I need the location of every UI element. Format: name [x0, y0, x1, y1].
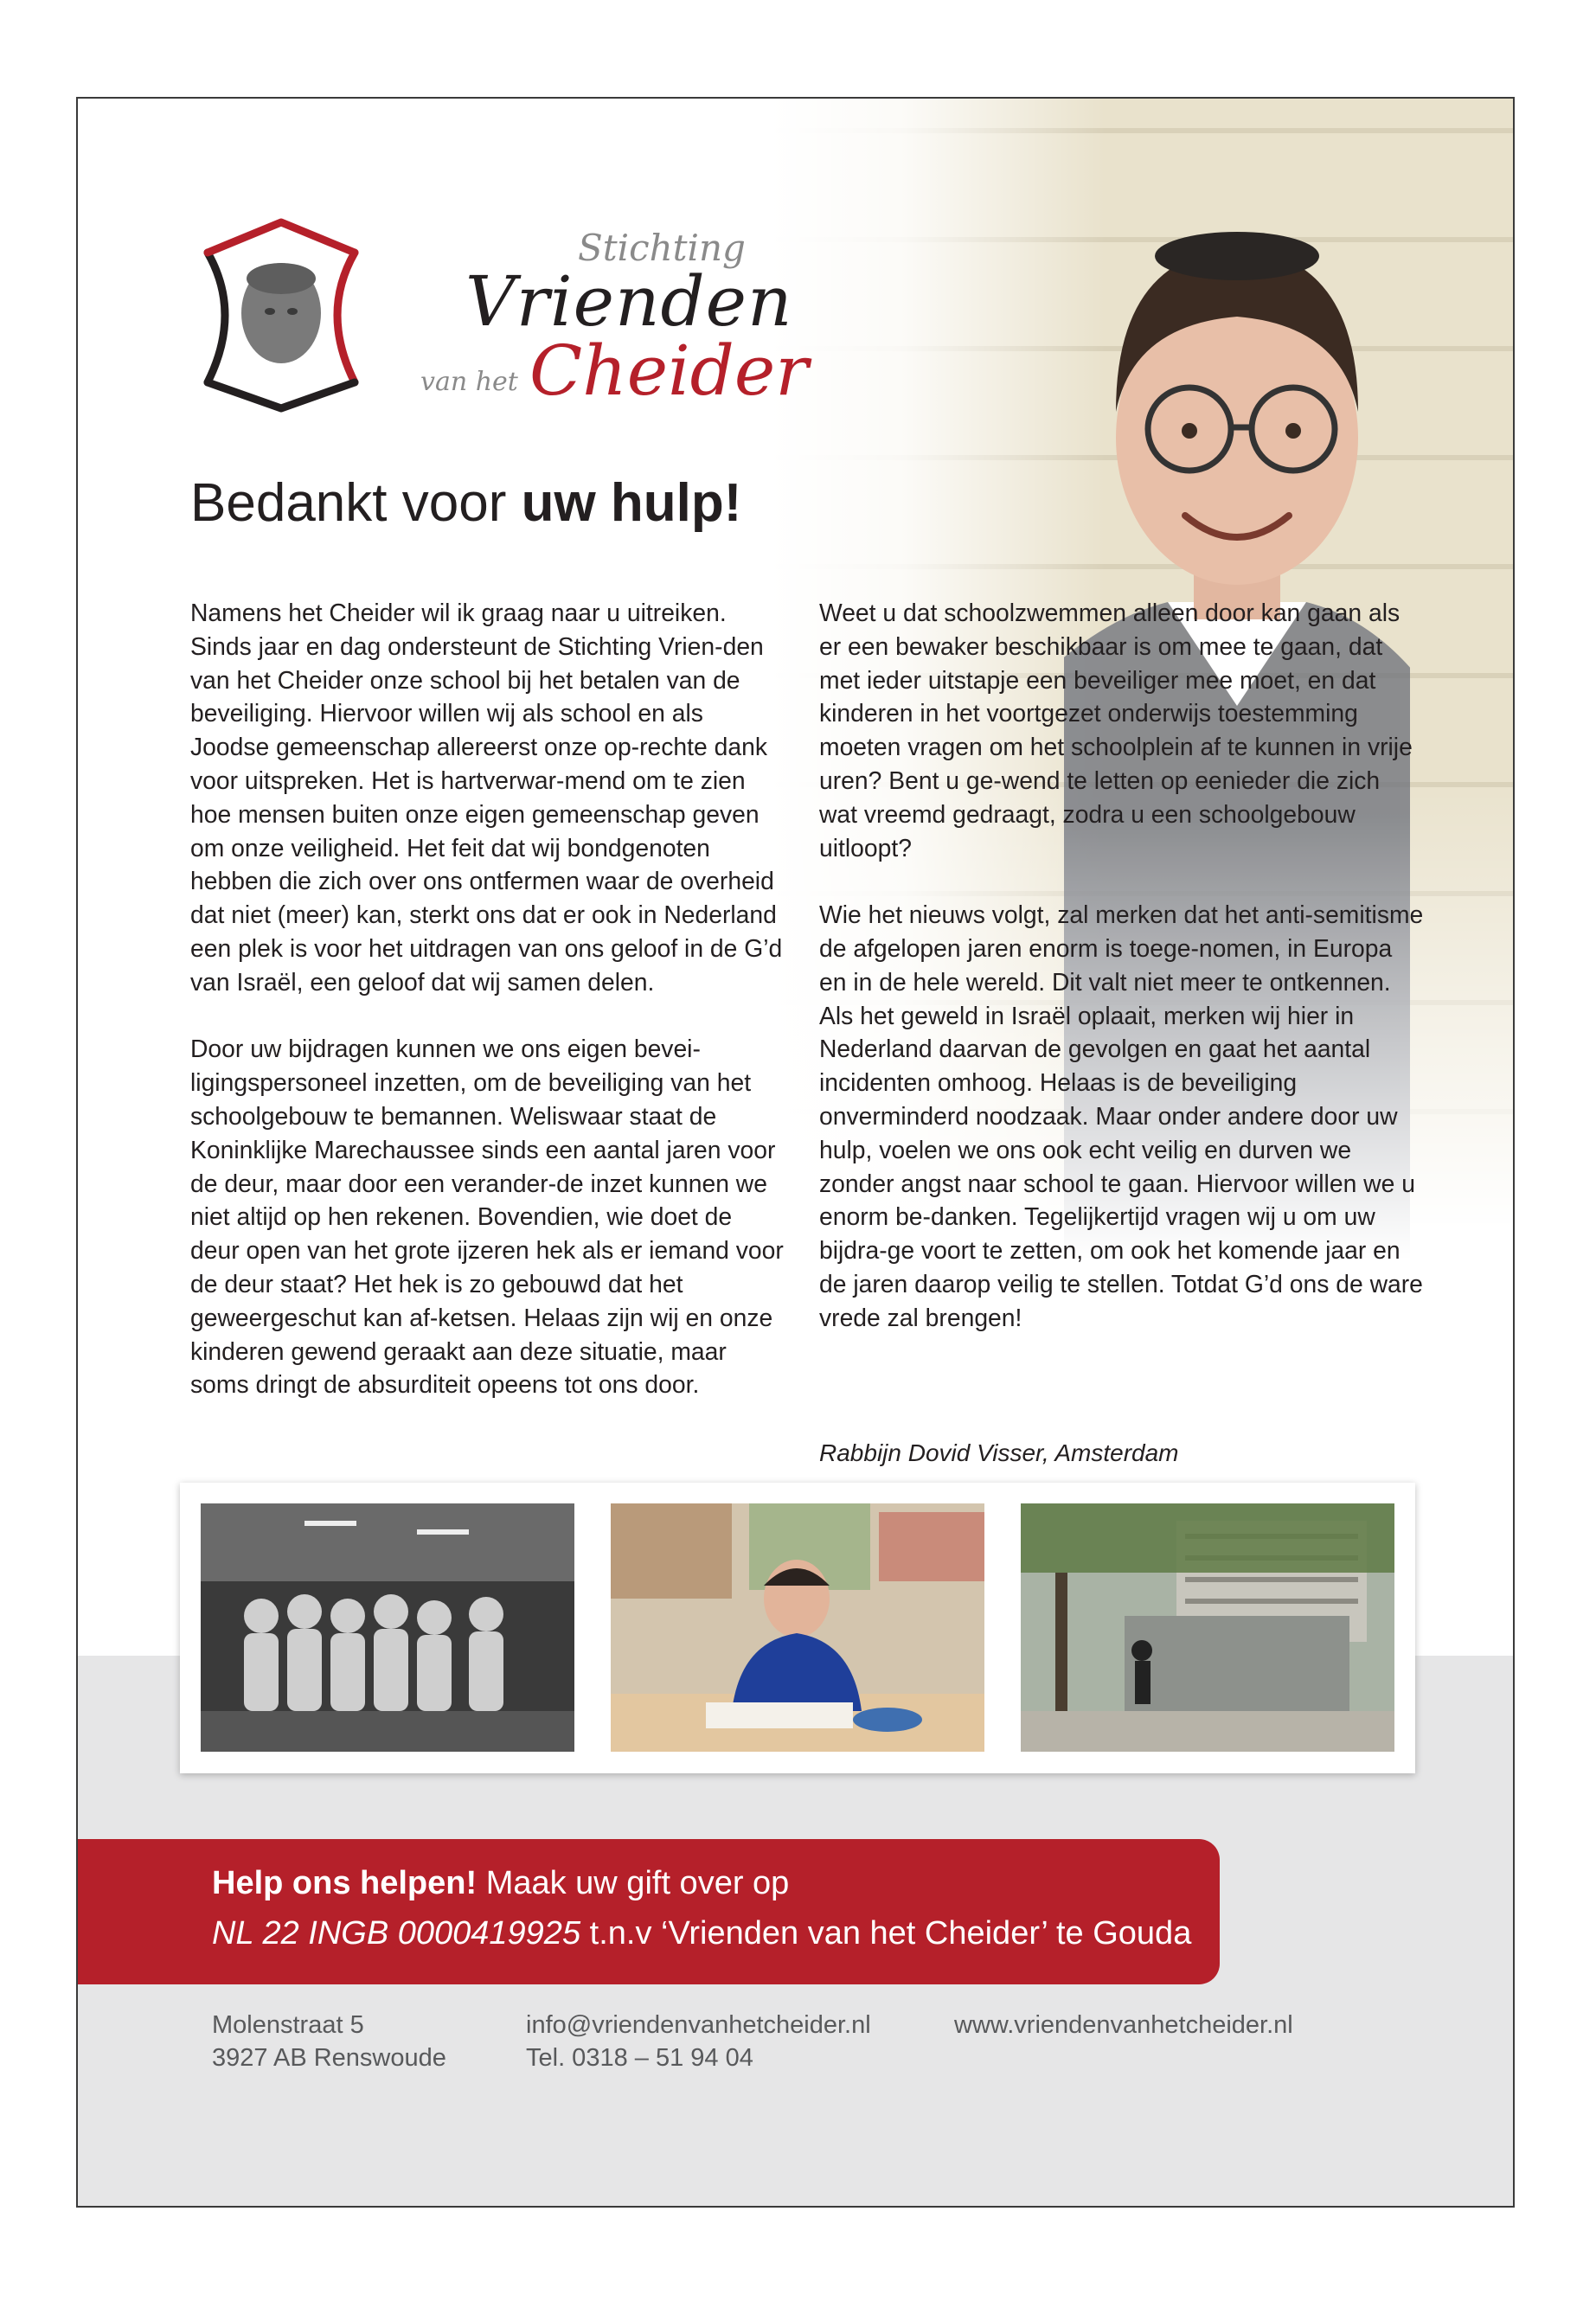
email-link[interactable]: info@vriendenvanhetcheider.nl	[526, 2011, 871, 2039]
left-column	[190, 596, 787, 1435]
title-light: Bedankt voor	[190, 473, 522, 533]
boy-photo-graphic	[611, 1503, 984, 1752]
footer-address	[212, 2009, 446, 2074]
title-bold: uw hulp!	[521, 473, 742, 533]
phone-number: Tel. 0318 – 51 94 04	[526, 2044, 753, 2072]
photo-children-classroom	[201, 1503, 574, 1752]
logo-stichting-text: Stichting	[578, 227, 746, 269]
cta-line1-rest: Maak uw gift over op	[477, 1865, 790, 1901]
website-link[interactable]: www.vriendenvanhetcheider.nl	[954, 2011, 1293, 2039]
photo-strip	[180, 1483, 1415, 1773]
paragraph: Weet u dat schoolzwemmen alleen door kan gaan als er een bewaker beschikbaar is om mee te gaan, dat met ieder uitstapje een beveiliger mee moet, en dat kinderen in het voortgezet onderwijs toestemming moeten vragen om het schoolplein af te kunnen in vrije uren? Bent u ge-wend te letten op eenieder die zich wat vreemd gedraagt, zodra u een schoolgebouw uitloopt?	[819, 599, 1413, 862]
footer-contact	[526, 2009, 871, 2074]
paragraph: Namens het Cheider wil ik graag naar u uitreiken. Sinds jaar en dag ondersteunt de Stichting Vrien-den van het Cheider onze school bij het betalen van de beveiliging. Hiervoor willen wij als school en als Joodse gemeenschap allereerst onze op-rechte dank voor uitspreken. Het is hartverwar-mend om te zien hoe mensen buiten onze eigen gemeenschap geven om onze veiligheid. Het feit dat wij bondgenoten hebben die zich over ons ontfermen waar de overheid dat niet (meer) kan, sterkt ons dat er ook in Nederland een plek is voor het uitdragen van ons geloof in de G’d van Israël, een geloof dat wij samen delen.	[190, 599, 783, 996]
cta-line-2	[212, 1915, 1191, 1952]
logo-cheider-text: Cheider	[529, 330, 809, 411]
flyer-page	[76, 97, 1515, 2208]
cta-line-1	[212, 1865, 789, 1902]
children-photo-graphic	[201, 1503, 574, 1752]
cheider-logo-mark	[190, 209, 372, 417]
page-title	[190, 472, 741, 534]
footer-website	[954, 2009, 1293, 2041]
signature: Rabbijn Dovid Visser, Amsterdam	[819, 1439, 1179, 1466]
paragraph: Door uw bijdragen kunnen we ons eigen bevei-ligingspersoneel inzetten, om de beveiliging van het schoolgebouw te bemannen. Weliswaar staat de Koninklijke Marechaussee sinds een aantal jaren voor de deur, maar door een verander-de inzet kunnen we niet altijd op hen rekenen. Bovendien, wie doet de deur open van het grote ijzeren hek als er iemand voor de deur staat? Het hek is zo gebouwd dat het geweergeschut kan af-ketsen. Helaas zijn wij en onze kinderen gewend geraakt aan deze situatie, maar soms dringt de absurditeit opeens tot ons door.	[190, 1035, 784, 1399]
photo-school-entrance	[1021, 1503, 1394, 1752]
photo-boy-writing	[611, 1503, 984, 1752]
iban: NL 22 INGB 0000419925	[212, 1915, 581, 1952]
donation-banner	[78, 1839, 1220, 1984]
cta-bold: Help ons helpen!	[212, 1865, 478, 1901]
logo	[190, 209, 809, 417]
cta-line2-rest: t.n.v ‘Vrienden van het Cheider’ te Gouda	[580, 1915, 1192, 1952]
logo-vrienden-text: Vrienden	[465, 261, 793, 342]
school-photo-graphic	[1021, 1503, 1394, 1752]
right-column	[819, 596, 1425, 1368]
address-line-2: 3927 AB Renswoude	[212, 2044, 446, 2072]
logo-van-het-text: van het	[420, 367, 518, 397]
address-line-1: Molenstraat 5	[212, 2011, 364, 2039]
paragraph: Wie het nieuws volgt, zal merken dat het anti-semitisme de afgelopen jaren enorm is toege-nomen, in Europa en in de hele wereld. Dit valt niet meer te ontkennen. Als het geweld in Israël oplaait, merken wij hier in Nederland daarvan de gevolgen en gaat het aantal incidenten omhoog. Helaas is de beveiliging onverminderd noodzaak. Maar onder andere door uw hulp, voelen we ons ook echt veilig en durven we zonder angst naar school te gaan. Hiervoor willen we u enorm be-danken. Tegelijkertijd vragen wij u om uw bijdra-ge voort te zetten, om ook het komende jaar en de jaren daarop veilig te stellen. Totdat G’d ons de ware vrede zal brengen!	[819, 901, 1424, 1331]
